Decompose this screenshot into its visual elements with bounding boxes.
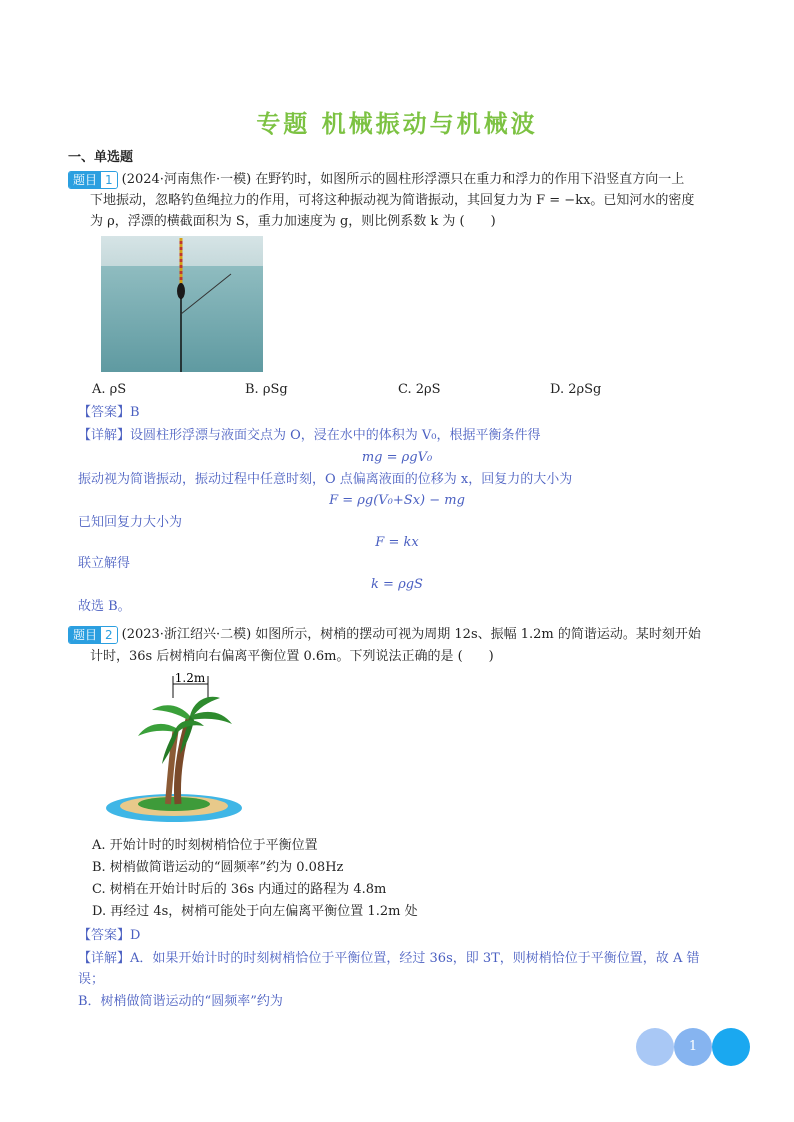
badge-number: 1 [101, 172, 117, 188]
q1-option-b: B. ρSg [245, 382, 288, 397]
decor-circle-left [636, 1028, 674, 1066]
q1-equation-2: F = ρg(V₀+Sx) − mg [329, 493, 465, 508]
decor-circle-right [712, 1028, 750, 1066]
q1-option-a: A. ρS [92, 382, 127, 397]
q1-answer: 【答案】B [78, 405, 140, 420]
q2-option-b: B. 树梢做简谐运动的“圆频率”约为 0.08Hz [92, 860, 344, 875]
q2-option-a: A. 开始计时的时刻树梢恰位于平衡位置 [92, 838, 318, 853]
palm-tree-figure [98, 668, 250, 828]
q2-text-1: (2023·浙江绍兴·二模) 如图所示，树梢的摆动可视为周期 12s、振幅 1.2m 的简谐运动。某时刻开始 [121, 627, 701, 642]
page-title: 专题 机械振动与机械波 [256, 110, 538, 138]
q2-option-d: D. 再经过 4s，树梢可能处于向左偏离平衡位置 1.2m 处 [92, 904, 418, 919]
q2-line-1 [68, 625, 701, 645]
q1-detail-1: 【详解】设圆柱形浮漂与液面交点为 O，浸在水中的体积为 V₀，根据平衡条件得 [78, 428, 541, 443]
q2-option-c: C. 树梢在开始计时后的 36s 内通过的路程为 4.8m [92, 882, 387, 897]
badge-number: 2 [101, 627, 117, 643]
q1-text-1: (2024·河南焦作·一模) 在野钓时，如图所示的圆柱形浮漂只在重力和浮力的作用下沿竖直方向一上 [121, 172, 685, 187]
q1-equation-4: k = ρgS [371, 577, 423, 592]
q2-badge [68, 626, 118, 644]
q2-detail-2: B．树梢做简谐运动的“圆频率”约为 [78, 994, 283, 1009]
q1-text-2: 下地振动，忽略钓鱼绳拉力的作用，可将这种振动视为简谐振动，其回复力为 F = −kx。已知河水的密度 [90, 193, 695, 208]
page-number-indicator [636, 1028, 752, 1066]
q1-option-d: D. 2ρSg [550, 382, 602, 397]
q2-detail-1b: 误； [78, 972, 105, 987]
amplitude-label: 1.2m [174, 671, 206, 685]
badge-label: 题目 [69, 172, 101, 188]
q2-text-2: 计时，36s 后树梢向右偏离平衡位置 0.6m。下列说法正确的是 ( ) [90, 649, 494, 664]
q1-detail-5: 故选 B。 [78, 599, 131, 614]
q2-detail-1: 【详解】A．如果开始计时的时刻树梢恰位于平衡位置，经过 36s，即 3T，则树梢恰位于平衡位置，故 A 错 [78, 951, 700, 966]
q1-line-1 [68, 170, 684, 190]
q1-detail-2: 振动视为简谐振动，振动过程中任意时刻，O 点偏离液面的位移为 x，回复力的大小为 [78, 472, 573, 487]
q1-option-c: C. 2ρS [398, 382, 441, 397]
q1-text-3: 为 ρ，浮漂的横截面积为 S，重力加速度为 g，则比例系数 k 为 ( ) [90, 214, 496, 229]
badge-label: 题目 [69, 627, 101, 643]
q1-badge [68, 171, 118, 189]
q1-detail-3: 已知回复力大小为 [78, 515, 183, 530]
q1-detail-4: 联立解得 [78, 556, 131, 571]
section-heading: 一、单选题 [68, 150, 134, 165]
page-number: 1 [674, 1028, 712, 1066]
q1-equation-1: mg = ρgV₀ [361, 450, 433, 465]
fishing-float-figure [101, 236, 263, 372]
q2-answer: 【答案】D [78, 928, 141, 943]
q1-equation-3: F = kx [375, 535, 419, 550]
